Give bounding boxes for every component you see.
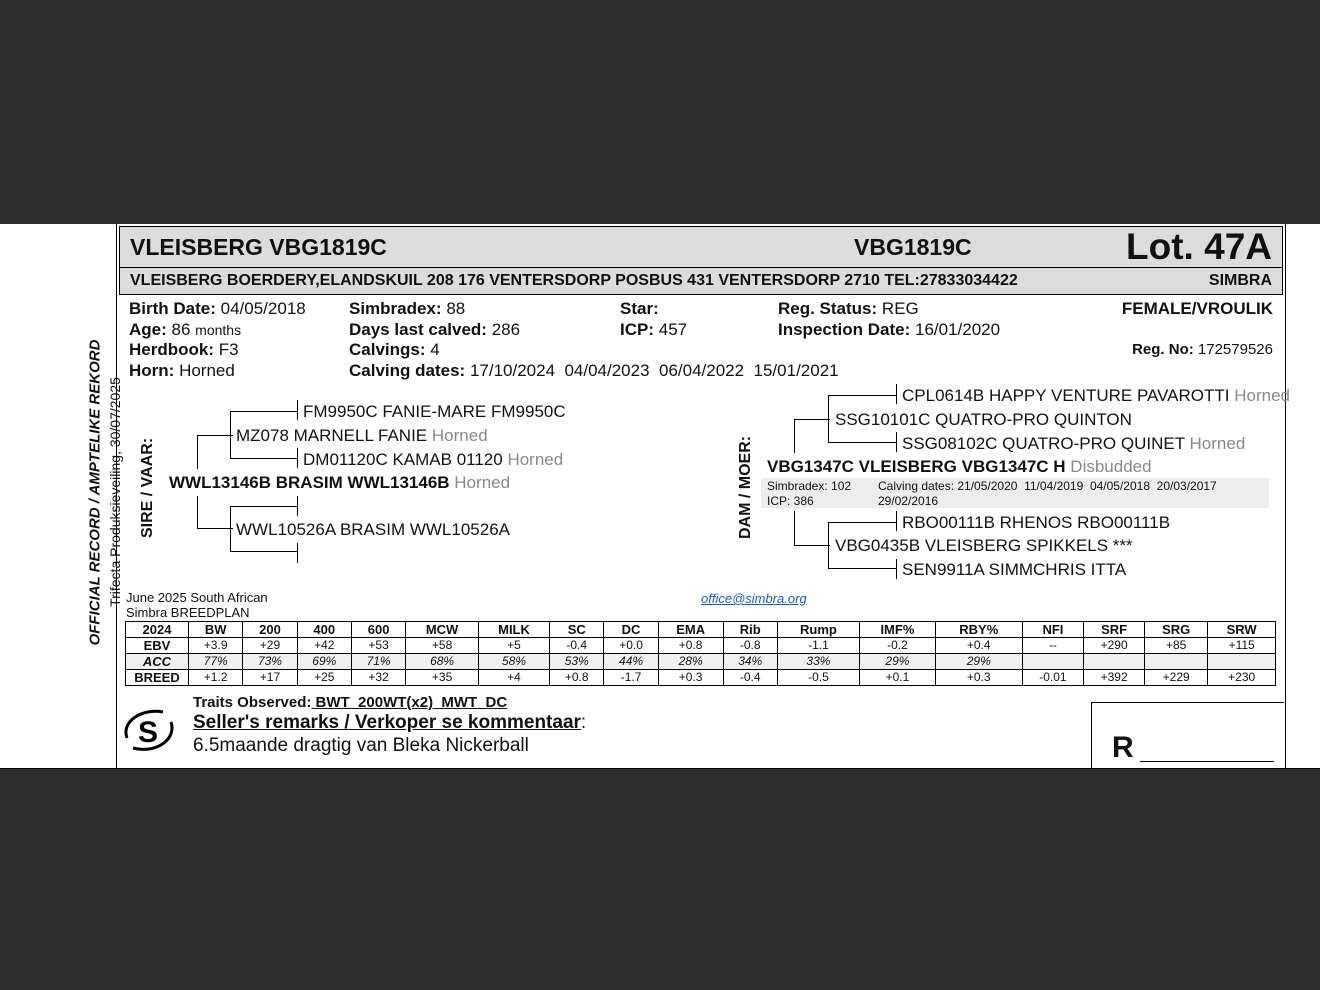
inspection-date: Inspection Date: 16/01/2020 bbox=[778, 320, 1001, 339]
ebv-cell: 68% bbox=[406, 654, 479, 670]
age: Age: 86 months bbox=[129, 320, 242, 339]
price-box bbox=[1091, 702, 1284, 769]
ebv-cell bbox=[1022, 654, 1084, 670]
animal-name: VLEISBERG VBG1819C bbox=[130, 234, 387, 260]
ebv-cell: +5 bbox=[478, 638, 549, 654]
ebv-cell: 77% bbox=[189, 654, 243, 670]
ebv-cell bbox=[1208, 654, 1276, 670]
ebv-cell bbox=[1145, 654, 1208, 670]
ebv-cell bbox=[1084, 654, 1145, 670]
ebv-cell: -1.1 bbox=[777, 638, 859, 654]
sex: FEMALE/VROULIK bbox=[1121, 299, 1273, 318]
dam-sire-sire: CPL0614B HAPPY VENTURE PAVAROTTI Horned bbox=[902, 386, 1291, 405]
birth-date: Birth Date: 04/05/2018 bbox=[129, 299, 306, 318]
reg-status: Reg. Status: REG bbox=[778, 299, 919, 318]
ebv-header-cell: Rump bbox=[777, 622, 859, 638]
seller-remarks: 6.5maande dragtig van Bleka Nickerball bbox=[193, 735, 529, 756]
ebv-cell: 73% bbox=[243, 654, 297, 670]
address-bar bbox=[119, 268, 1283, 295]
ebv-header-cell: 200 bbox=[243, 622, 297, 638]
ebv-header-cell: 600 bbox=[351, 622, 405, 638]
animal-code: VBG1819C bbox=[854, 234, 972, 260]
herdbook: Herdbook: F3 bbox=[129, 340, 239, 359]
ebv-header-cell: RBY% bbox=[935, 622, 1022, 638]
ebv-header-cell: SRW bbox=[1208, 622, 1276, 638]
breed-row bbox=[126, 670, 1276, 686]
ebv-cell: -0.8 bbox=[723, 638, 777, 654]
ebv-row-label: BREED bbox=[126, 670, 189, 686]
ebv-cell: +3.9 bbox=[189, 638, 243, 654]
ebv-cell: 69% bbox=[297, 654, 351, 670]
ebv-header-cell: SRF bbox=[1084, 622, 1145, 638]
title-bar bbox=[119, 226, 1283, 268]
ebv-cell: 71% bbox=[351, 654, 405, 670]
bottom-border bbox=[0, 768, 1320, 769]
dam-label: DAM / MOER: bbox=[737, 435, 754, 539]
dam-dam: VBG0435B VLEISBERG SPIKKELS *** bbox=[835, 536, 1133, 555]
ebv-cell: +0.3 bbox=[935, 670, 1022, 686]
ebv-cell: +25 bbox=[297, 670, 351, 686]
ebv-cell: +0.1 bbox=[860, 670, 936, 686]
ebv-cell: 58% bbox=[478, 654, 549, 670]
horn-status: Horn: Horned bbox=[129, 361, 235, 380]
sire-label: SIRE / VAAR: bbox=[139, 437, 156, 538]
ebv-cell: +53 bbox=[351, 638, 405, 654]
lot-number: Lot. 47A bbox=[1126, 226, 1272, 267]
ebv-cell: 44% bbox=[604, 654, 658, 670]
email-link[interactable]: office@simbra.org bbox=[701, 591, 807, 606]
breedplan-note: June 2025 South African bbox=[126, 590, 268, 605]
ebv-header-cell: EMA bbox=[658, 622, 723, 638]
dam-dam-dam: SEN9911A SIMMCHRIS ITTA bbox=[902, 560, 1127, 579]
ebv-header-cell: 2024 bbox=[126, 622, 189, 638]
ebv-cell: -0.2 bbox=[860, 638, 936, 654]
ebv-header-row bbox=[126, 622, 1276, 638]
breeder-address: VLEISBERG BOERDERY,ELANDSKUIL 208 176 VENTERSDORP POSBUS 431 VENTERSDORP 2710 TEL:27833034422 bbox=[130, 272, 1018, 289]
ebv-cell: 29% bbox=[860, 654, 936, 670]
ebv-cell: 53% bbox=[550, 654, 604, 670]
ebv-cell: +392 bbox=[1084, 670, 1145, 686]
calving-dates: Calving dates: 17/10/2024 04/04/2023 06/04/2022 15/01/2021 bbox=[349, 361, 839, 380]
reg-no: Reg. No: 172579526 bbox=[1132, 341, 1273, 358]
dam: VBG1347C VLEISBERG VBG1347C H Disbudded bbox=[767, 457, 1152, 476]
seller-remarks-title: Seller's remarks / Verkoper se kommentaar: bbox=[193, 712, 587, 733]
ebv-cell: +290 bbox=[1084, 638, 1145, 654]
price-input-line[interactable] bbox=[1140, 761, 1274, 762]
rand-label: R bbox=[1112, 731, 1134, 764]
ebv-cell: 29% bbox=[935, 654, 1022, 670]
ebv-cell: -0.5 bbox=[777, 670, 859, 686]
ebv-header-cell: IMF% bbox=[860, 622, 936, 638]
ebv-cell: -- bbox=[1022, 638, 1084, 654]
sire-sire: MZ078 MARNELL FANIE Horned bbox=[236, 426, 488, 445]
ebv-cell: +115 bbox=[1208, 638, 1276, 654]
ebv-row bbox=[126, 638, 1276, 654]
ebv-cell: +230 bbox=[1208, 670, 1276, 686]
simbra-logo-icon bbox=[119, 700, 179, 760]
dam-dam-sire: RBO00111B RHENOS RBO00111B bbox=[902, 513, 1171, 532]
breed-label: SIMBRA bbox=[1208, 272, 1272, 289]
simbradex: Simbradex: 88 bbox=[349, 299, 466, 318]
ebv-header-cell: BW bbox=[189, 622, 243, 638]
ebv-cell: -0.4 bbox=[550, 638, 604, 654]
ebv-header-cell: Rib bbox=[723, 622, 777, 638]
ebv-cell: +0.3 bbox=[658, 670, 723, 686]
sire-sire-dam: DM01120C KAMAB 01120 Horned bbox=[303, 450, 564, 469]
ebv-header-cell: NFI bbox=[1022, 622, 1084, 638]
ebv-cell: +32 bbox=[351, 670, 405, 686]
ebv-cell: +17 bbox=[243, 670, 297, 686]
official-record-label: OFFICIAL RECORD / AMPTELIKE REKORD bbox=[86, 339, 104, 646]
ebv-cell: +58 bbox=[406, 638, 479, 654]
ebv-cell: 33% bbox=[777, 654, 859, 670]
ebv-cell: +4 bbox=[478, 670, 549, 686]
ebv-header-cell: SC bbox=[550, 622, 604, 638]
auction-label: Trifecta Produksieveiling, 30/07/2025 bbox=[107, 377, 123, 607]
sire-dam: WWL10526A BRASIM WWL10526A bbox=[236, 520, 511, 539]
calvings: Calvings: 4 bbox=[349, 340, 440, 359]
dam-sire: SSG10101C QUATRO-PRO QUINTON bbox=[835, 410, 1132, 429]
days-last-calved: Days last calved: 286 bbox=[349, 320, 521, 339]
dam-sire-dam: SSG08102C QUATRO-PRO QUINET Horned bbox=[902, 434, 1246, 453]
lot-card bbox=[116, 224, 1291, 768]
ebv-cell: -1.7 bbox=[604, 670, 658, 686]
ebv-cell: +229 bbox=[1145, 670, 1208, 686]
ebv-header-cell: SRG bbox=[1145, 622, 1208, 638]
ebv-header-cell: DC bbox=[604, 622, 658, 638]
side-caption bbox=[60, 224, 123, 768]
traits-observed: Traits Observed: BWT 200WT(x2) MWT DC bbox=[193, 694, 508, 711]
breedplan-note-2: Simbra BREEDPLAN bbox=[126, 605, 250, 620]
sire: WWL13146B BRASIM WWL13146B Horned bbox=[169, 473, 511, 492]
ebv-header-cell: MCW bbox=[406, 622, 479, 638]
ebv-cell: +1.2 bbox=[189, 670, 243, 686]
acc-row bbox=[126, 654, 1276, 670]
sire-sire-sire: FM9950C FANIE-MARE FM9950C bbox=[303, 402, 566, 421]
ebv-header-cell: MILK bbox=[478, 622, 549, 638]
ebv-row-label: ACC bbox=[126, 654, 189, 670]
ebv-cell: -0.4 bbox=[723, 670, 777, 686]
star: Star: bbox=[620, 299, 659, 318]
icp: ICP: 457 bbox=[620, 320, 688, 339]
ebv-cell: +85 bbox=[1145, 638, 1208, 654]
ebv-cell: +42 bbox=[297, 638, 351, 654]
ebv-cell: +0.0 bbox=[604, 638, 658, 654]
ebv-cell: -0.01 bbox=[1022, 670, 1084, 686]
svg-text:S: S bbox=[138, 716, 159, 749]
ebv-cell: +35 bbox=[406, 670, 479, 686]
ebv-cell: +0.8 bbox=[658, 638, 723, 654]
dam-details: Simbradex: 102 ICP: 386 Calving dates: 21/05/2020 11/04/2019 04/05/2018 20/03/2017 29/02/2016 bbox=[761, 478, 1269, 508]
ebv-cell: +29 bbox=[243, 638, 297, 654]
ebv-cell: +0.4 bbox=[935, 638, 1022, 654]
ebv-cell: 28% bbox=[658, 654, 723, 670]
ebv-cell: 34% bbox=[723, 654, 777, 670]
ebv-cell: +0.8 bbox=[550, 670, 604, 686]
ebv-row-label: EBV bbox=[126, 638, 189, 654]
ebv-table bbox=[125, 621, 1276, 686]
ebv-header-cell: 400 bbox=[297, 622, 351, 638]
